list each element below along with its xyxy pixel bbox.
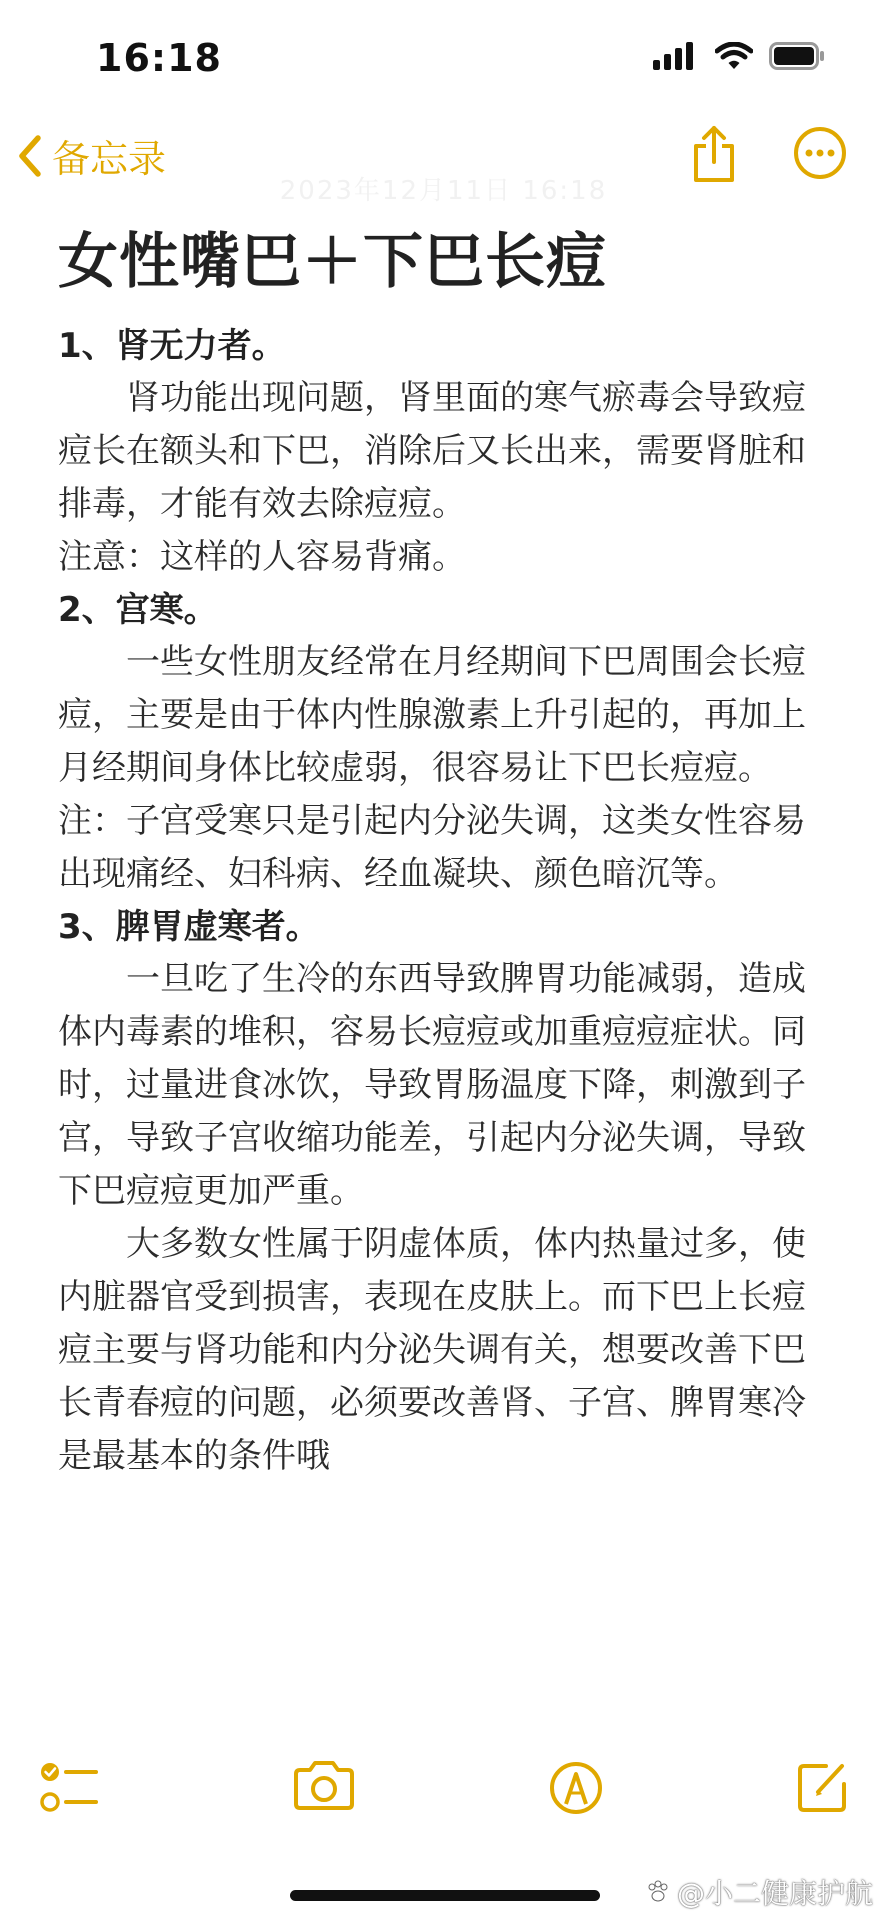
markup-button[interactable]: [548, 1760, 604, 1820]
section-heading: 1、肾无力者。: [58, 326, 286, 366]
back-label: 备忘录: [52, 137, 167, 181]
wifi-icon: [715, 42, 753, 70]
note-body[interactable]: [58, 222, 828, 1483]
checklist-icon: [40, 1760, 100, 1816]
section-heading: 3、脾胃虚寒者。: [58, 907, 320, 947]
checklist-button[interactable]: [40, 1760, 100, 1820]
status-bar: [0, 0, 887, 110]
watermark-text: @小二健康护航: [676, 1877, 873, 1910]
watermark: [645, 1872, 873, 1912]
cellular-signal-icon: [653, 42, 699, 70]
note-date: 2023年12月11日 16:18: [279, 176, 608, 206]
section-heading: 2、宫寒。: [58, 590, 218, 630]
note-paragraph: 肾功能出现问题，肾里面的寒气瘀毒会导致痘痘长在额头和下巴，消除后又长出来，需要肾脏和排毒，才能有效去除痘痘。: [58, 378, 806, 524]
compose-icon: [796, 1760, 850, 1814]
camera-button[interactable]: [292, 1760, 356, 1816]
note-paragraph: 注意：这样的人容易背痛。: [58, 537, 466, 577]
status-icons: [653, 42, 825, 70]
home-indicator[interactable]: [290, 1890, 600, 1901]
note-paragraph: 一些女性朋友经常在月经期间下巴周围会长痘痘，主要是由于体内性腺激素上升引起的，再加上月经期间身体比较虚弱，很容易让下巴长痘痘。注：子宫受寒只是引起内分泌失调，这类女性容易出现痛经、妇科病、经血凝块、颜色暗沉等。: [58, 642, 806, 894]
bottom-toolbar: [0, 1760, 887, 1840]
note-title: 女性嘴巴＋下巴长痘: [58, 227, 607, 297]
compose-button[interactable]: [796, 1760, 850, 1818]
camera-icon: [292, 1760, 356, 1812]
paw-icon: [645, 1879, 671, 1905]
battery-icon: [769, 42, 825, 70]
status-time: 16:18: [96, 36, 222, 80]
note-paragraph: 一旦吃了生冷的东西导致脾胃功能减弱，造成体内毒素的堆积，容易长痘痘或加重痘痘症状。同时，过量进食冰饮，导致胃肠温度下降，刺激到子宫，导致子宫收缩功能差，引起内分泌失调，导致下巴痘痘更加严重。: [58, 959, 806, 1211]
markup-icon: [548, 1760, 604, 1816]
note-paragraph: 大多数女性属于阴虚体质，体内热量过多，使内脏器官受到损害，表现在皮肤上。而下巴上长痘痘主要与肾功能和内分泌失调有关，想要改善下巴长青春痘的问题，必须要改善肾、子宫、脾胃寒冷是最基本的条件哦: [58, 1224, 806, 1476]
